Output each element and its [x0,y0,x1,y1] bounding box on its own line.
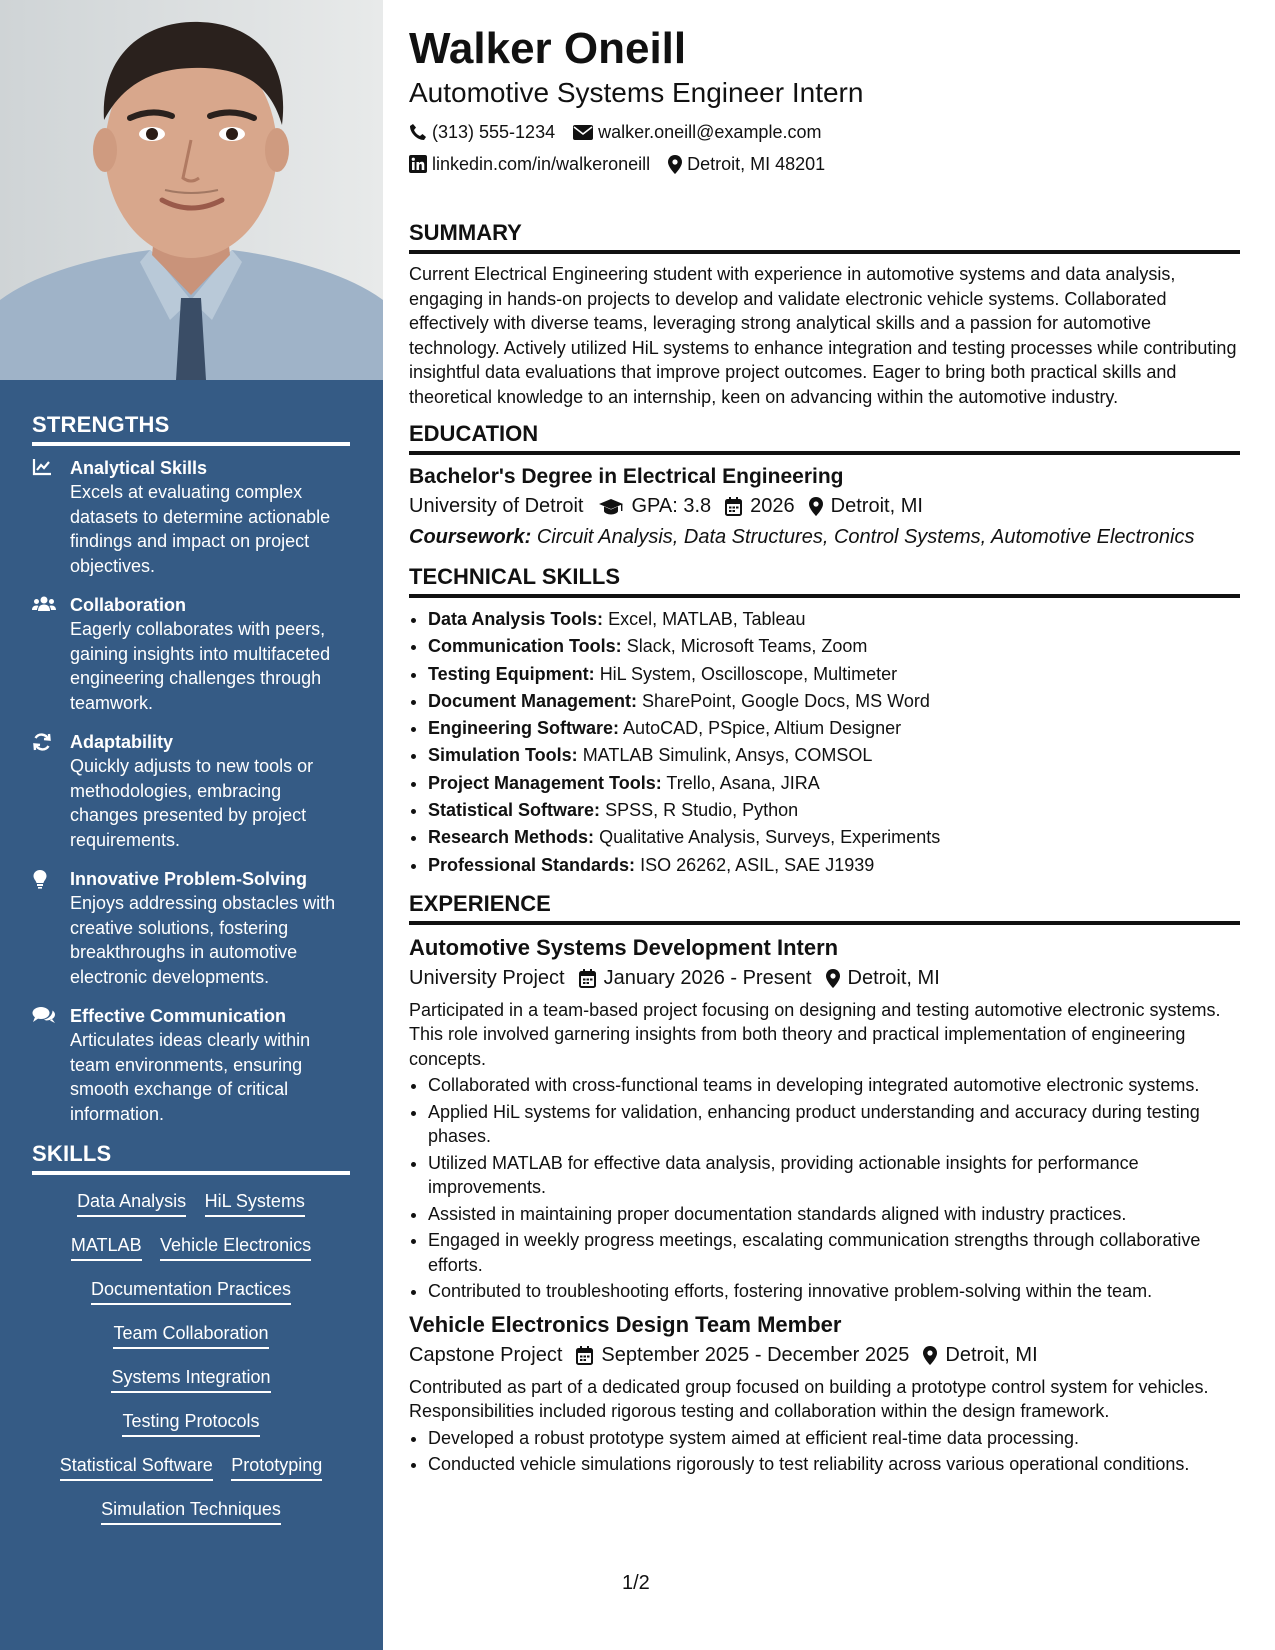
skill-values: SharePoint, Google Docs, MS Word [642,690,930,711]
line-chart-icon [32,458,54,478]
list-item [428,715,1240,742]
calendar-icon [576,1346,593,1365]
strength-title: Collaboration [70,595,186,615]
list-item [428,852,1240,879]
calendar-icon [579,969,596,988]
skill-tag: MATLAB [71,1233,142,1261]
skill-category: Engineering Software: [428,718,620,739]
map-marker-icon [826,969,840,988]
strength-description: Excels at evaluating complex datasets to determine actionable findings and impact on project objectives. [70,482,331,576]
strength-item [32,1004,350,1126]
comments-icon [32,1006,54,1026]
skill-tag: Vehicle Electronics [160,1233,311,1261]
list-item: • Contributed to troubleshooting efforts, fostering innovative problem-solving within the team. [428,1279,1240,1304]
skill-category: Data Analysis Tools: [428,609,604,629]
list-item [428,824,1240,851]
job-entry [409,1310,1240,1477]
skill-tag: Statistical Software [60,1453,213,1481]
strength-item [32,456,350,578]
map-marker-icon [668,155,682,174]
strength-description: Eagerly collaborates with peers, gaining insights into multifaceted engineering challenges through teamwork. [70,619,331,713]
skill-tag: Systems Integration [111,1365,270,1393]
job-meta [409,1340,1240,1371]
year-item [725,491,795,522]
list-item: • Assisted in maintaining proper documentation standards aligned with industry practices. [428,1202,1240,1227]
summary-text: Current Electrical Engineering student with experience in automotive systems and data analysis, engaging in hands-on projects to develop and validate electronic vehicle systems. Collaborated effectively with diverse teams, leveraging strong analytical skills and a passion for automotive technology. Actively utilized HiL systems to enhance integration and testing processes while contributing insightful data evaluations that improve project outcomes. Eager to bring both practical skills and theoretical knowledge to an internship, keen on advancing within the automotive industry. [409,264,1237,407]
strength-title: Effective Communication [70,1006,287,1026]
experience-heading: EXPERIENCE [409,891,1240,925]
sidebar [0,0,383,1650]
education-location: Detroit, MI [830,495,923,517]
skill-values: ISO 26262, ASIL, SAE J1939 [640,854,875,875]
school-name: University of Detroit [409,495,584,517]
strength-item [32,730,350,852]
skills-heading: SKILLS [32,1141,350,1175]
list-item [428,661,1240,688]
location-item [668,148,825,180]
job-location-item [826,963,940,994]
sync-icon [32,732,54,752]
skill-values: Slack, Microsoft Teams, Zoom [626,636,868,657]
list-item: • Applied HiL systems for validation, enhancing product understanding and accuracy during testing phases. [428,1100,1240,1149]
job-description: Participated in a team-based project focusing on designing and testing automotive electronic systems. This role involved garnering insights from both theory and practical implementation of engineering concepts. [409,999,1221,1069]
skill-values: AutoCAD, PSpice, Altium Designer [623,718,902,739]
skill-tag: Documentation Practices [91,1277,291,1305]
strength-item [32,867,350,989]
job-location-item [923,1340,1037,1371]
skill-tag: HiL Systems [205,1189,305,1217]
skill-category: Document Management: [428,690,638,711]
phone-text: (313) 555-1234 [432,122,556,142]
job-org: Capstone Project [409,1343,563,1366]
coursework-label: Coursework: [409,526,532,548]
skill-category: Professional Standards: [428,854,636,875]
linkedin-item[interactable] [409,148,650,180]
list-item [428,633,1240,660]
strengths-heading: STRENGTHS [32,412,350,446]
education-location-item [809,491,923,522]
job-entry [409,933,1240,1304]
strength-title: Innovative Problem-Solving [70,869,308,889]
candidate-name: Walker Oneill [409,24,687,73]
education-heading: EDUCATION [409,421,1240,455]
skill-tag: Testing Protocols [122,1409,259,1437]
strength-description: Quickly adjusts to new tools or methodologies, embracing changes presented by project requirements. [70,756,314,850]
gpa-item [598,491,712,522]
skill-category: Communication Tools: [428,636,622,657]
job-location: Detroit, MI [945,1343,1038,1366]
skill-category: Project Management Tools: [428,772,662,793]
job-org: University Project [409,966,565,989]
list-item [428,770,1240,797]
job-title: Vehicle Electronics Design Team Member [409,1311,842,1337]
job-dates: September 2025 - December 2025 [601,1343,910,1366]
list-item: • Developed a robust prototype system aimed at efficient real-time data processing. [428,1426,1240,1451]
calendar-icon [725,497,742,516]
linkedin-link[interactable]: linkedin.com/in/walkeroneill [432,154,651,174]
job-bullets [409,1426,1240,1477]
list-item [428,797,1240,824]
list-item [428,742,1240,769]
skills-list [32,1189,350,1525]
main-content [409,22,1240,1479]
skill-values: SPSS, R Studio, Python [605,800,799,821]
technical-skills-heading: TECHNICAL SKILLS [409,564,1240,598]
strength-item [32,593,350,715]
strength-description: Articulates ideas clearly within team environments, ensuring smooth exchange of critical information. [70,1030,311,1124]
phone-icon [409,123,427,141]
candidate-title: Automotive Systems Engineer Intern [409,77,864,108]
page-number: 1/2 [622,1572,650,1594]
email-item[interactable] [573,116,821,148]
skill-category: Research Methods: [428,827,595,848]
list-item: • Utilized MATLAB for effective data analysis, providing actionable insights for performance improvements. [428,1151,1240,1200]
skill-category: Simulation Tools: [428,745,578,766]
skill-category: Statistical Software: [428,800,601,821]
job-title: Automotive Systems Development Intern [409,934,839,960]
sidebar-content [32,412,350,1541]
skill-values: Excel, MATLAB, Tableau [608,609,806,629]
job-location: Detroit, MI [847,966,940,989]
skill-category: Testing Equipment: [428,663,595,684]
list-item: • Collaborated with cross-functional teams in developing integrated automotive electronic systems. [428,1073,1240,1098]
skill-tag: Prototyping [231,1453,322,1481]
job-dates-item [576,1340,909,1371]
education-meta [409,491,1240,522]
contact-row [409,116,1240,148]
graduation-year: 2026 [750,495,795,517]
degree-title: Bachelor's Degree in Electrical Engineering [409,465,844,488]
strength-title: Analytical Skills [70,458,208,478]
list-item [428,606,1240,633]
skill-values: Trello, Asana, JIRA [666,772,820,793]
job-meta [409,963,1240,994]
strength-title: Adaptability [70,732,174,752]
coursework-line [409,522,1240,552]
list-item: • Conducted vehicle simulations rigorously to test reliability across various operational conditions. [428,1452,1240,1477]
contact-row [409,148,1240,180]
summary-heading: SUMMARY [409,220,1240,254]
map-marker-icon [809,497,823,516]
skill-tag: Team Collaboration [113,1321,268,1349]
linkedin-icon [409,155,427,173]
technical-skills-list [409,606,1240,879]
skill-values: HiL System, Oscilloscope, Multimeter [599,663,898,684]
portrait-image [0,0,383,380]
coursework-list: Circuit Analysis, Data Structures, Control Systems, Automotive Electronics [536,526,1195,548]
skill-values: MATLAB Simulink, Ansys, COMSOL [582,745,873,766]
list-item [428,688,1240,715]
job-dates: January 2026 - Present [603,966,812,989]
skill-tag: Simulation Techniques [101,1497,281,1525]
location-text: Detroit, MI 48201 [687,154,826,174]
graduation-cap-icon [598,498,624,516]
profile-photo [0,0,383,380]
gpa-text: GPA: 3.8 [631,495,712,517]
list-item: • Engaged in weekly progress meetings, escalating communication strengths through collaborative efforts. [428,1228,1240,1277]
strength-description: Enjoys addressing obstacles with creative solutions, fostering breakthroughs in automotive electronic developments. [70,893,336,987]
users-icon [32,595,54,615]
skill-values: Qualitative Analysis, Surveys, Experiments [599,827,941,848]
skill-tag: Data Analysis [77,1189,186,1217]
email-link[interactable]: walker.oneill@example.com [598,122,822,142]
lightbulb-icon [32,869,54,889]
job-description: Contributed as part of a dedicated group focused on building a prototype control system for vehicles. Responsibilities included rigorous testing and collaboration within the design framework. [409,1376,1209,1422]
phone-item [409,116,555,148]
envelope-icon [573,125,593,140]
map-marker-icon [923,1346,937,1365]
job-dates-item [579,963,812,994]
job-bullets [409,1073,1240,1304]
